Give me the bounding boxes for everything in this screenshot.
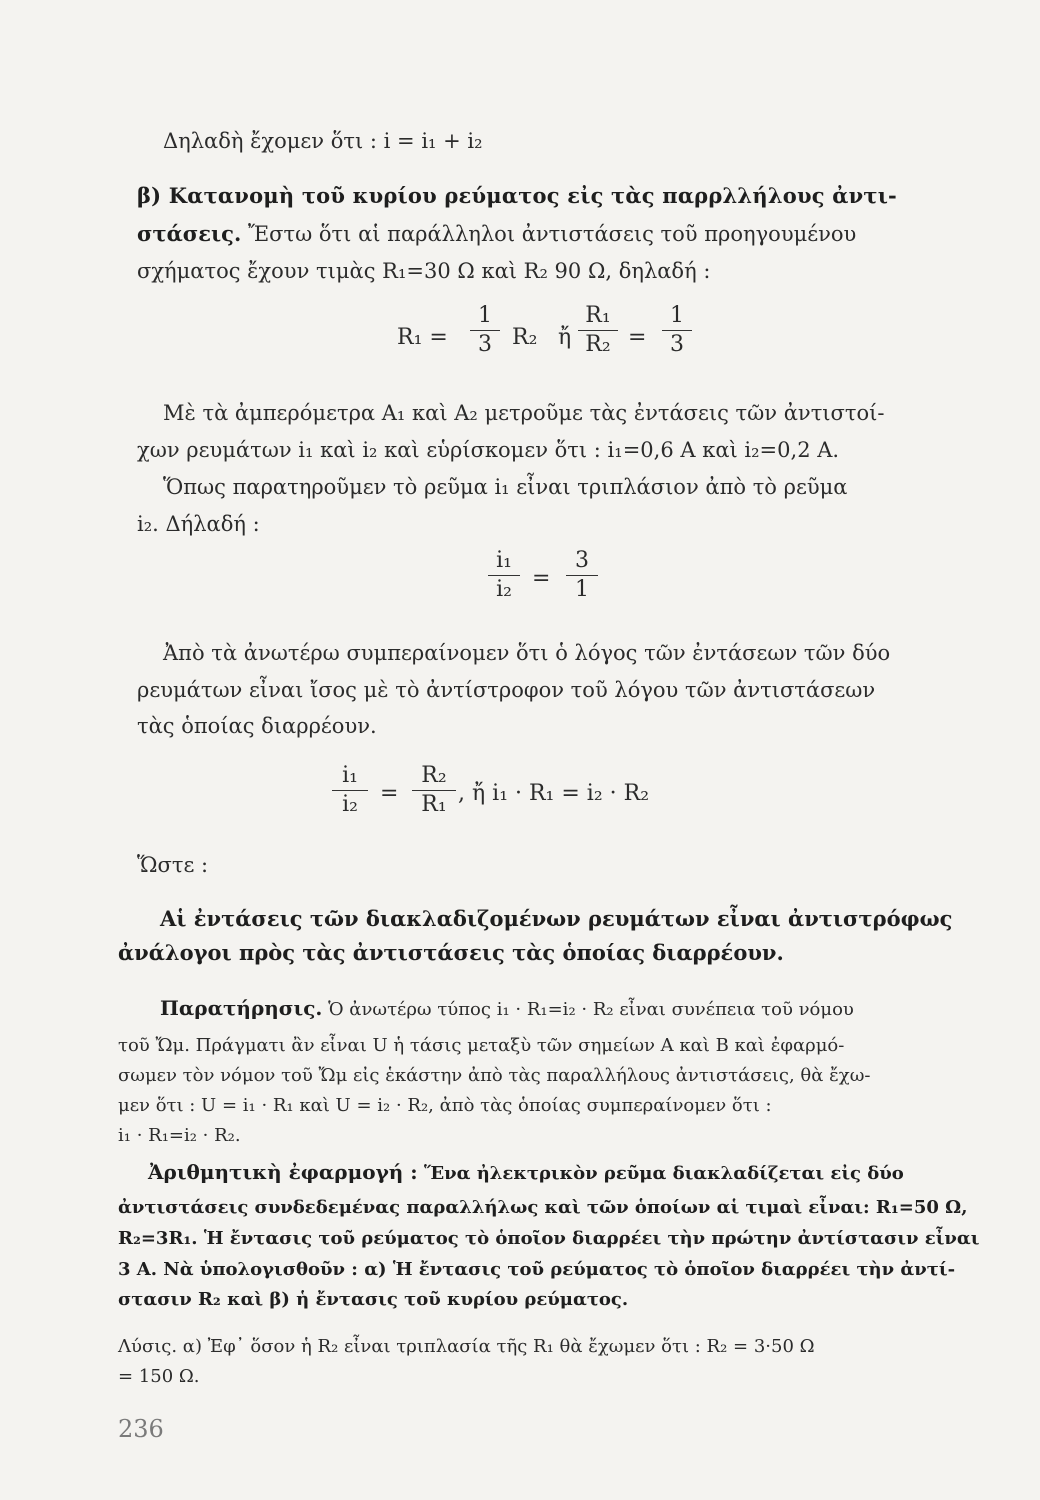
eq1-equals: = xyxy=(628,325,647,350)
remark-line-2: τοῦ Ὤμ. Πράγματι ἂν εἶναι U ἡ τάσις μεταξὺ τῶν σημείων A καὶ B καὶ ἐφαρμό- xyxy=(118,1035,845,1056)
paragraph-2-line-1: Μὲ τὰ ἀμπερόμετρα A₁ καὶ A₂ μετροῦμε τὰς ἐντάσεις τῶν ἀντιστοί- xyxy=(163,401,885,425)
eq1-denominator: 3 xyxy=(478,332,492,357)
eq3-fraction-r2-r1 xyxy=(412,763,456,818)
paragraph-2-line-4: i₂. Δήλαδή : xyxy=(137,512,260,536)
eq3-equals: = xyxy=(380,781,399,806)
eq1-numerator-b: 1 xyxy=(670,303,684,328)
paragraph-3-line-1: Ἀπὸ τὰ ἀνωτέρω συμπεραίνομεν ὅτι ὁ λόγος τῶν ἐντάσεων τῶν δύο xyxy=(163,641,891,665)
application-line-4: 3 A. Νὰ ὑπολογισθοῦν : α) Ἡ ἔντασις τοῦ ρεύματος τὸ ὁποῖον διαρρέει τὴν ἀντί- xyxy=(118,1259,956,1280)
application-text-1: Ἕνα ἠλεκτρικὸν ρεῦμα διακλαδίζεται εἰς δύο xyxy=(417,1163,904,1184)
application-line-5: στασιν R₂ καὶ β) ἡ ἔντασις τοῦ κυρίου ρεύματος. xyxy=(118,1289,629,1310)
eq3-num2: R₂ xyxy=(421,763,447,788)
eq3-num: i₁ xyxy=(342,763,358,788)
conclusion-line-2: ἀνάλογοι πρὸς τὰς ἀντιστάσεις τὰς ὁποίας διαρρέουν. xyxy=(118,940,784,965)
eq1-numerator: 1 xyxy=(478,303,492,328)
eq3-den: i₂ xyxy=(342,792,358,817)
paragraph-3-line-3: τὰς ὁποίας διαρρέουν. xyxy=(137,714,377,738)
application-title: Ἀριθμητικὴ ἐφαρμογή : xyxy=(148,1160,418,1184)
solution-line-2: = 150 Ω. xyxy=(118,1366,200,1387)
remark-line-1 xyxy=(160,996,854,1022)
eq2-bar xyxy=(488,575,520,576)
eq1-fraction-bar-3 xyxy=(662,330,692,331)
remark-text-1: Ὁ ἀνωτέρω τύπος i₁ · R₁=i₂ · R₂ εἶναι συνέπεια τοῦ νόμου xyxy=(322,999,854,1020)
eq1-r2: R₂ xyxy=(512,325,538,350)
application-line-3: R₂=3R₁. Ἡ ἔντασις τοῦ ρεύματος τὸ ὁποῖον διαρρέει τὴν πρώτην ἀντίστασιν εἶναι xyxy=(118,1228,980,1249)
eq3-den2: R₁ xyxy=(421,792,447,817)
section-b-text-2: σχήματος ἔχουν τιμὰς R₁=30 Ω καὶ R₂ 90 Ω, δηλαδή : xyxy=(137,259,711,283)
eq1-lhs: R₁ = xyxy=(397,325,448,350)
eq1-or: ἤ xyxy=(558,325,572,350)
section-b-line-2 xyxy=(137,221,856,247)
section-b-text-1: Ἔστω ὅτι αἱ παράλληλοι ἀντιστάσεις τοῦ προηγουμένου xyxy=(241,222,857,246)
solution-line-1: Λύσις. α) Ἐφ᾽ ὅσον ἡ R₂ εἶναι τριπλασία τῆς R₁ θὰ ἔχωμεν ὅτι : R₂ = 3·50 Ω xyxy=(118,1336,815,1357)
eq2-fraction-3-1 xyxy=(566,548,598,603)
eq3-bar xyxy=(332,790,368,791)
eq2-den2: 1 xyxy=(575,577,589,602)
eq1-r2b: R₂ xyxy=(585,332,611,357)
eq2-bar-2 xyxy=(566,575,598,576)
conclusion-line-1: Αἱ ἐντάσεις τῶν διακλαδιζομένων ρευμάτων εἶναι ἀντιστρόφως xyxy=(160,906,953,931)
eq1-fraction-bar-2 xyxy=(578,330,618,331)
eq2-num2: 3 xyxy=(575,548,589,573)
eq1-r1: R₁ xyxy=(585,303,611,328)
eq1-fraction-1-3 xyxy=(470,303,500,358)
paragraph-3-line-2: ρευμάτων εἶναι ἴσος μὲ τὸ ἀντίστροφον τοῦ λόγου τῶν ἀντιστάσεων xyxy=(137,678,876,702)
eq3-fraction-i1-i2 xyxy=(332,763,368,818)
eq2-equals: = xyxy=(532,566,551,591)
eq1-fraction-bar xyxy=(470,330,500,331)
application-line-2: ἀντιστάσεις συνδεδεμένας παραλλήλως καὶ τῶν ὁποίων αἱ τιμαὶ εἶναι: R₁=50 Ω, xyxy=(118,1197,968,1218)
application-line-1 xyxy=(148,1160,904,1186)
eq3-bar-2 xyxy=(412,790,456,791)
eq1-denominator-b: 3 xyxy=(670,332,684,357)
paragraph-2-line-2: χων ρευμάτων i₁ καὶ i₂ καὶ εὑρίσκομεν ὅτι : i₁=0,6 A καὶ i₂=0,2 A. xyxy=(137,438,840,462)
remark-line-4: μεν ὅτι : U = i₁ · R₁ καὶ U = i₂ · R₂, ἀπὸ τὰς ὁποίας συμπεραίνομεν ὅτι : xyxy=(118,1095,772,1116)
eq1-fraction-1-3-b xyxy=(662,303,692,358)
eq3-rest: , ἤ i₁ · R₁ = i₂ · R₂ xyxy=(458,781,650,806)
section-b-heading: β) Κατανομὴ τοῦ κυρίου ρεύματος εἰς τὰς παρρλλήλους ἀντι- xyxy=(137,183,897,208)
intro-equation-line: Δηλαδὴ ἔχομεν ὅτι : i = i₁ + i₂ xyxy=(163,129,483,153)
remark-line-3: σωμεν τὸν νόμον τοῦ Ὤμ εἰς ἑκάστην ἀπὸ τὰς παραλλήλους ἀντιστάσεις, θὰ ἔχω- xyxy=(118,1065,871,1086)
eq1-fraction-r1-r2 xyxy=(578,303,618,358)
ostе-label: Ὥστε : xyxy=(137,853,209,877)
eq2-den: i₂ xyxy=(496,577,512,602)
paragraph-2-line-3: Ὅπως παρατηροῦμεν τὸ ρεῦμα i₁ εἶναι τριπλάσιον ἀπὸ τὸ ρεῦμα xyxy=(163,475,848,499)
eq2-num: i₁ xyxy=(496,548,512,573)
remark-title: Παρατήρησις. xyxy=(160,996,323,1020)
page-number: 236 xyxy=(118,1415,164,1443)
eq2-fraction-i1-i2 xyxy=(488,548,520,603)
remark-line-5: i₁ · R₁=i₂ · R₂. xyxy=(118,1125,241,1146)
section-b-heading-cont: στάσεις. xyxy=(137,221,242,246)
